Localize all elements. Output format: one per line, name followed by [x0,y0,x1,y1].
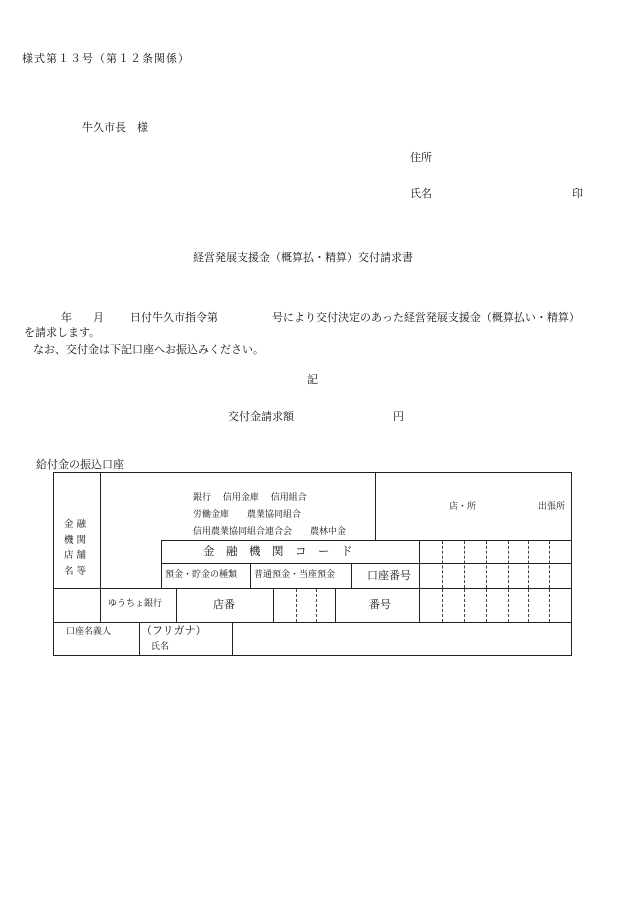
branch-types: 店・所 [449,502,477,512]
account-number-label: 口座番号 [367,569,411,582]
deposit-type-value: 普通預金・当座預金 [254,570,336,580]
amount-unit: 円 [393,410,404,423]
institution-code-label: 金 融 機 関 コ ー ド [203,544,353,558]
bank-label [64,517,86,579]
body-directive: 日付牛久市指令第 [130,311,218,324]
body-line3: なお、交付金は下記口座へお振込みください。 [33,343,264,356]
body-line2: を請求します。 [24,326,101,339]
store-number-label: 店番 [213,598,235,611]
address-label: 住所 [410,151,432,164]
furigana-label: （フリガナ） [141,624,207,637]
seal-mark: 印 [572,187,583,200]
bank-label-line-1: 金 融 [64,519,87,530]
bank-types-line-1: 銀行 信用金庫 信用組合 [193,493,307,503]
number-label: 番号 [369,598,391,611]
bank-types-line-3: 信用農業協同組合連合会 農林中金 [193,527,347,537]
deposit-type-label: 預金・貯金の種類 [165,570,238,580]
bank-label-line-4: 名 等 [64,565,87,577]
body-month: 月 [93,311,104,324]
bank-label-line-3: 店 舗 [64,550,87,561]
yucho-label: ゆうちょ銀行 [108,599,163,609]
bank-types-line-2: 労働金庫 農業協同組合 [193,510,302,520]
addressee: 牛久市長 様 [82,121,148,134]
name-label: 氏名 [410,187,432,200]
amount-label: 交付金請求額 [228,410,294,423]
sub-office: 出張所 [538,502,566,512]
holder-name-label: 氏名 [151,642,170,652]
body-year: 年 [61,311,72,324]
ki-mark: 記 [307,373,318,386]
document-title: 経営発展支援金（概算払・精算）交付請求書 [193,251,413,264]
bank-label-line-2: 機 関 [64,534,87,546]
form-number: 様式第１３号（第１２条関係） [22,52,190,65]
account-section-title: 給付金の振込口座 [36,458,124,471]
body-line1-tail: 号により交付決定のあった経営発展支援金（概算払い・精算） [272,311,580,324]
holder-label: 口座名義人 [66,627,112,637]
